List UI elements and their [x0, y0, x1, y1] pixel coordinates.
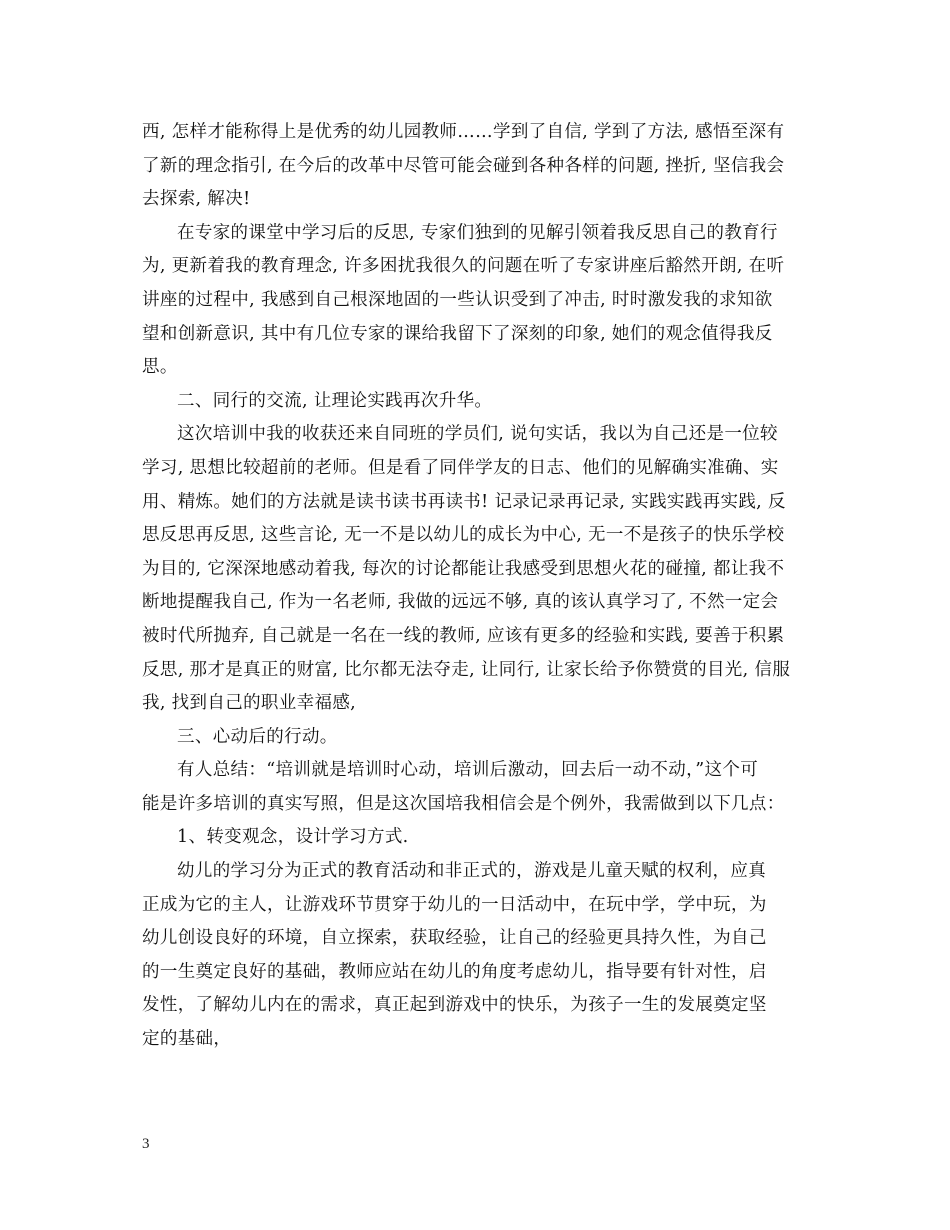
paragraph-first-line: 这次培训中我的收获还来自同班的学员们, 说句实话，我以为自己还是一位较 [177, 424, 778, 445]
text-line: 反思, 那才是真正的财富, 比尔都无法夺走, 让同行, 让家长给予你赞赏的目光, 信服 [142, 659, 791, 680]
paragraph-first-line: 1、转变观念，设计学习方式. [177, 827, 409, 848]
paragraph-first-line: 三、心动后的行动。 [177, 726, 338, 747]
paragraph-first-line: 幼儿的学习分为正式的教育活动和非正式的，游戏是儿童天赋的权利，应真 [177, 861, 767, 882]
text-line: 定的基础， [142, 1029, 232, 1050]
text-line: 我, 找到自己的职业幸福感, [142, 693, 357, 714]
text-line: 思反思再反思, 这些言论, 无一不是以幼儿的成长为中心, 无一不是孩子的快乐学校 [142, 525, 785, 546]
text-line: 为, 更新着我的教育理念, 许多困扰我很久的问题在听了专家讲座后豁然开朗, 在听 [142, 256, 785, 277]
text-line: 幼儿创设良好的环境，自立探索，获取经验，让自己的经验更具持久性，为自己 [142, 928, 767, 949]
text-line: 去探索, 解决! [142, 189, 251, 210]
paragraph-first-line: 有人总结：“培训就是培训时心动，培训后激动，回去后一动不动，”这个可 [177, 760, 759, 781]
paragraph-first-line: 二、同行的交流, 让理论实践再次升华。 [177, 390, 493, 411]
text-line: 讲座的过程中, 我感到自己根深地固的一些认识受到了冲击, 时时激发我的求知欲 [142, 289, 773, 310]
body-text [142, 116, 814, 1057]
text-line: 被时代所抛弃, 自己就是一名在一线的教师, 应该有更多的经验和实践, 要善于积累 [142, 625, 785, 646]
text-line: 望和创新意识, 其中有几位专家的课给我留下了深刻的印象, 她们的观念值得我反 [142, 323, 773, 344]
text-line: 用、精炼。她们的方法就是读书读书再读书! 记录记录再记录, 实践实践再实践, 反 [142, 491, 786, 512]
text-line: 为目的, 它深深地感动着我, 每次的讨论都能让我感受到思想火花的碰撞, 都让我不 [142, 558, 785, 579]
paragraph-first-line: 在专家的课堂中学习后的反思, 专家们独到的见解引领着我反思自己的教育行 [177, 222, 778, 243]
text-line: 断地提醒我自己, 作为一名老师, 我做的远远不够, 真的该认真学习了, 不然一定会 [142, 592, 779, 613]
text-line: 西, 怎样才能称得上是优秀的幼儿园教师……学到了自信, 学到了方法, 感悟至深有 [142, 122, 785, 142]
text-line: 思。 [142, 357, 178, 378]
text-line: 能是许多培训的真实写照，但是这次国培我相信会是个例外，我需做到以下几点： [142, 793, 785, 814]
text-line: 的一生奠定良好的基础，教师应站在幼儿的角度考虑幼儿，指导要有针对性，启 [142, 961, 767, 982]
text-line: 学习, 思想比较超前的老师。但是看了同伴学友的日志、他们的见解确实准确、实 [142, 457, 779, 478]
text-line: 正成为它的主人，让游戏环节贯穿于幼儿的一日活动中，在玩中学，学中玩，为 [142, 894, 767, 915]
text-line: 发性，了解幼儿内在的需求，真正起到游戏中的快乐，为孩子一生的发展奠定坚 [142, 995, 767, 1016]
text-line: 了新的理念指引, 在今后的改革中尽管可能会碰到各种各样的问题, 挫折, 坚信我会 [142, 155, 785, 176]
page-number: 3 [142, 1136, 150, 1152]
